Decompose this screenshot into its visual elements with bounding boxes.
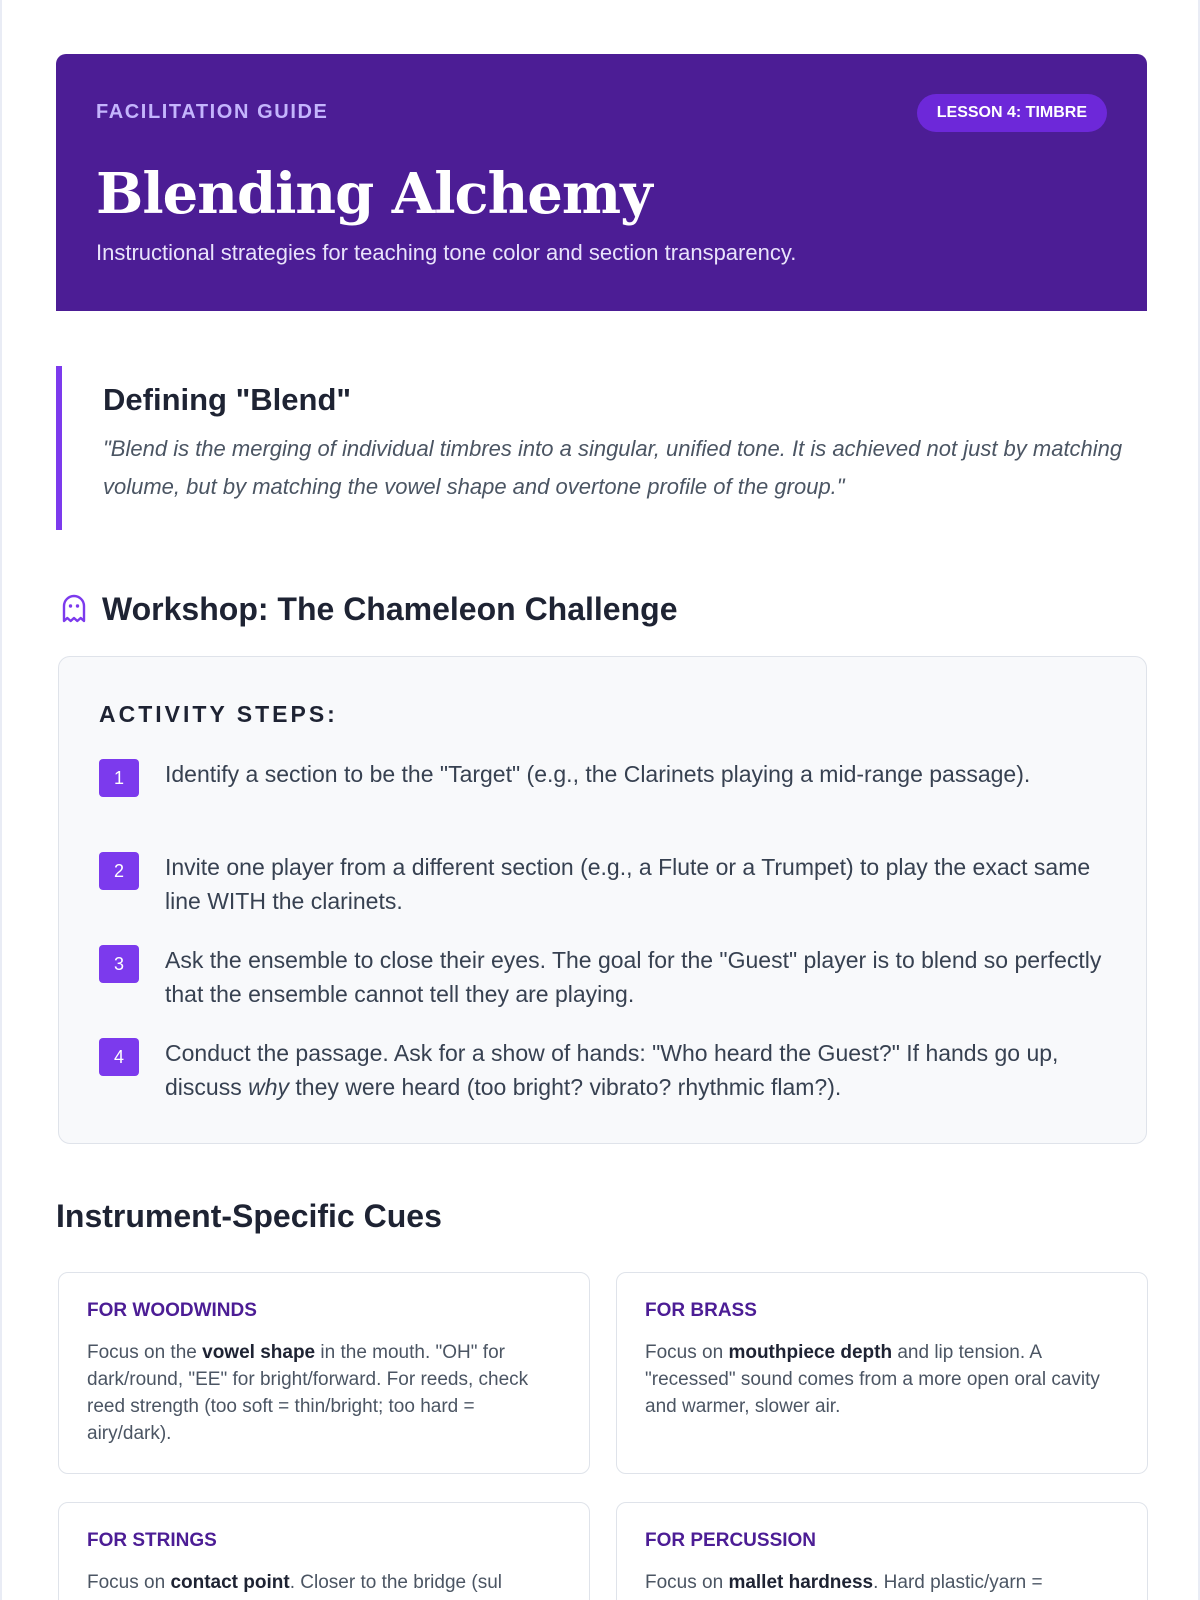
cue-card-brass: [616, 1272, 1148, 1474]
lesson-badge: LESSON 4: TIMBRE: [917, 94, 1107, 132]
cue-text-end: . Hard plastic/yarn =: [873, 1572, 1043, 1593]
definition-callout: [56, 366, 1126, 530]
steps-title: ACTIVITY STEPS:: [99, 701, 338, 727]
cue-text-end: and lip tension. A "recessed" sound comes from a more open oral cavity and warmer, slower air.: [645, 1342, 1100, 1417]
cue-text-start: Focus on: [645, 1572, 729, 1593]
workshop-heading-row: [56, 584, 677, 634]
step-number: 3: [99, 945, 139, 983]
cue-text-end: . Closer to the bridge (sul: [289, 1572, 502, 1593]
cue-keyword: contact point: [170, 1572, 290, 1593]
step-emphasis: why: [248, 1074, 289, 1100]
step-text: Invite one player from a different section (e.g., a Flute or a Trumpet) to play the exact same line WITH the clarinets.: [165, 854, 1091, 914]
guide-kicker: FACILITATION GUIDE: [96, 101, 329, 123]
cue-card-percussion: [616, 1502, 1148, 1600]
step-number: 2: [99, 852, 139, 890]
definition-quote: "Blend is the merging of individual timbres into a singular, unified tone. It is achieved not just by matching volume, but by matching the vowel shape and overtone profile of the group.": [103, 436, 1123, 499]
page: [2, 0, 1198, 1600]
definition-heading: Defining "Blend": [103, 382, 352, 417]
ghost-icon: [56, 591, 92, 627]
cue-card-strings: [58, 1502, 590, 1600]
cue-card-text: [87, 1339, 561, 1447]
workshop-heading: Workshop: The Chameleon Challenge: [102, 590, 678, 627]
cue-card-title: FOR WOODWINDS: [87, 1300, 257, 1321]
step-text-end: they were heard (too bright? vibrato? rhythmic flam?).: [289, 1074, 842, 1100]
cue-card-woodwinds: [58, 1272, 590, 1474]
cue-card-title: FOR BRASS: [645, 1300, 757, 1321]
cue-card-text: [645, 1569, 1119, 1596]
step-text: Identify a section to be the "Target" (e.g., the Clarinets playing a mid-range passage).: [165, 761, 1031, 787]
cue-text-start: Focus on the: [87, 1342, 203, 1363]
activity-steps-panel: [58, 656, 1147, 1144]
cue-text-start: Focus on: [87, 1572, 171, 1593]
cue-keyword: vowel shape: [202, 1342, 316, 1363]
cue-text-end: in the mouth. "OH" for dark/round, "EE" for bright/forward. For reeds, check reed strength (too soft = thin/bright; too hard = airy/dark).: [87, 1342, 529, 1444]
cue-card-text: [87, 1569, 561, 1596]
step-text-start: Conduct the passage. Ask for a show of hands: "Who heard the Guest?" If hands go up, discuss: [165, 1040, 1059, 1100]
cue-card-text: [645, 1339, 1119, 1420]
step-text: [165, 1036, 1105, 1104]
header-banner: [56, 54, 1147, 311]
cue-text-start: Focus on: [645, 1342, 729, 1363]
step-number: 4: [99, 1038, 139, 1076]
step-text: Ask the ensemble to close their eyes. The goal for the "Guest" player is to blend so perfectly that the ensemble cannot tell they are playing.: [165, 947, 1102, 1007]
step-number: 1: [99, 759, 139, 797]
cue-keyword: mallet hardness: [728, 1572, 874, 1593]
page-title: Blending Alchemy: [96, 161, 652, 227]
page-subtitle: Instructional strategies for teaching tone color and section transparency.: [96, 240, 797, 265]
cue-card-title: FOR PERCUSSION: [645, 1530, 817, 1551]
cues-heading: Instrument-Specific Cues: [56, 1198, 442, 1234]
cue-keyword: mouthpiece depth: [728, 1342, 893, 1363]
cue-card-title: FOR STRINGS: [87, 1530, 217, 1551]
